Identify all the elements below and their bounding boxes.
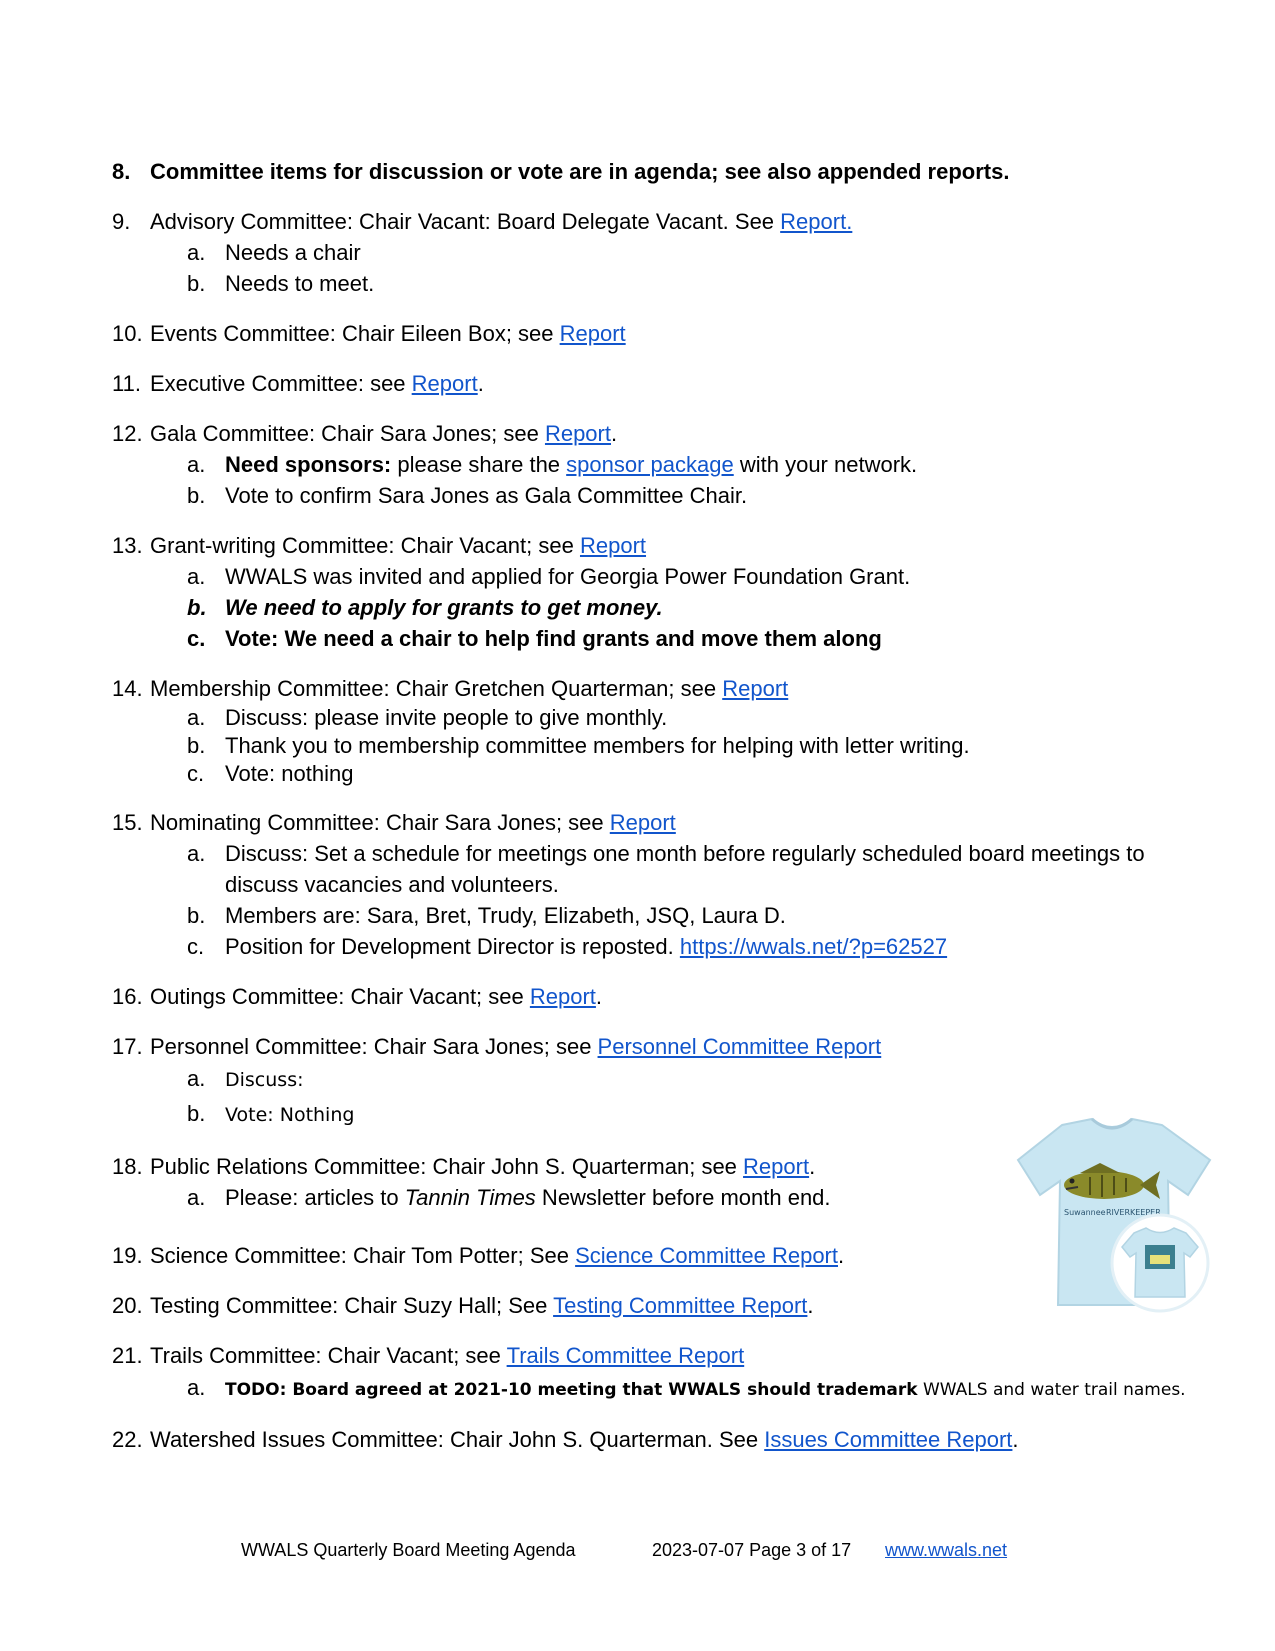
- sub-item: [112, 732, 1192, 760]
- item-text: Personnel Committee: Chair Sara Jones; see: [150, 1034, 598, 1059]
- item-number: 21.: [112, 1343, 143, 1368]
- item-text: Executive Committee: see: [150, 371, 412, 396]
- sub-item: [112, 237, 1192, 268]
- item-number: 8.: [112, 159, 131, 184]
- footer-title: WWALS Quarterly Board Meeting Agenda: [241, 1540, 576, 1560]
- sub-text: WWALS was invited and applied for Georgia Power Foundation Grant.: [225, 564, 911, 589]
- item-number: 17.: [112, 1034, 143, 1059]
- report-link[interactable]: Report: [609, 810, 676, 835]
- sub-letter: b.: [187, 733, 206, 758]
- sub-letter: b.: [187, 595, 207, 620]
- agenda-item-8: [112, 157, 1192, 187]
- sub-text: Discuss: Set a schedule for meetings one month before regularly scheduled board meetings to discuss vacancies and volunteers.: [225, 841, 1145, 897]
- item-text: Gala Committee: Chair Sara Jones; see: [150, 421, 545, 446]
- item-text: Nominating Committee: Chair Sara Jones; see: [150, 810, 610, 835]
- shirt-brand-line1: Suwannee: [1064, 1208, 1106, 1217]
- sub-text: Vote: Nothing: [225, 1104, 355, 1126]
- sub-bold-text: Need sponsors:: [225, 452, 392, 477]
- sub-text: Needs to meet.: [225, 271, 375, 296]
- sub-letter: a.: [187, 564, 206, 589]
- footer-date-page: 2023-07-07 Page 3 of 17: [652, 1540, 852, 1560]
- sub-text: Position for Development Director is reposted.: [225, 934, 680, 959]
- report-link[interactable]: Report: [579, 533, 647, 558]
- sub-text: Please: articles to: [225, 1185, 405, 1210]
- sub-text: Needs a chair: [225, 240, 361, 265]
- report-link[interactable]: Science Committee Report: [575, 1243, 838, 1268]
- agenda-item-11: [112, 369, 1192, 399]
- sub-item: [112, 838, 1192, 900]
- sub-text: Thank you to membership committee members for helping with letter writing.: [225, 733, 970, 758]
- agenda-item-10: [112, 319, 1192, 349]
- item-text: Events Committee: Chair Eileen Box; see: [150, 321, 560, 346]
- item-text: Membership Committee: Chair Gretchen Quarterman; see: [150, 676, 723, 701]
- sub-bold-text: TODO: Board agreed at 2021-10 meeting that WWALS should trademark: [225, 1380, 918, 1400]
- job-posting-link[interactable]: https://wwals.net/?p=62527: [679, 934, 948, 959]
- sub-text: We need to apply for grants to get money.: [225, 595, 663, 620]
- item-number: 10.: [112, 321, 143, 346]
- item-text: Committee items for discussion or vote are in agenda; see also appended reports.: [150, 159, 1010, 184]
- item-text: Advisory Committee: Chair Vacant: Board Delegate Vacant. See: [150, 209, 781, 234]
- item-number: 11.: [112, 371, 141, 396]
- report-link[interactable]: Report: [529, 984, 596, 1009]
- agenda-item-16: [112, 982, 1192, 1012]
- tshirt-image: [1000, 1115, 1225, 1315]
- item-text: Grant-writing Committee: Chair Vacant; see: [150, 533, 580, 558]
- item-text-after: .: [477, 371, 484, 396]
- item-text: Science Committee: Chair Tom Potter; See: [150, 1243, 576, 1268]
- sub-letter: a.: [187, 1185, 206, 1210]
- sub-text: Members are: Sara, Bret, Trudy, Elizabeth, JSQ, Laura D.: [225, 903, 786, 928]
- sub-letter: a.: [187, 1066, 206, 1091]
- report-link[interactable]: Report: [722, 676, 789, 701]
- agenda-item-21: [112, 1341, 1192, 1371]
- sub-item: [112, 900, 1192, 931]
- sub-item: [112, 1062, 1192, 1097]
- item-number: 13.: [112, 533, 143, 558]
- item-number: 15.: [112, 810, 143, 835]
- shirt-brand-line2: RIVERKEEPER: [1106, 1208, 1161, 1217]
- item-number: 22.: [112, 1427, 143, 1452]
- report-link[interactable]: Report: [544, 421, 611, 446]
- agenda-item-15: [112, 808, 1192, 838]
- item-text: Public Relations Committee: Chair John S. Quarterman; see: [150, 1154, 744, 1179]
- sub-letter: a.: [187, 841, 206, 866]
- item-text-after: .: [809, 1154, 816, 1179]
- sub-text-after: with your network.: [733, 452, 918, 477]
- newsletter-name: Tannin Times: [404, 1185, 536, 1210]
- item-number: 14.: [112, 676, 143, 701]
- sub-letter: b.: [187, 483, 206, 508]
- sub-text: Vote: nothing: [225, 761, 354, 786]
- sub-item: [112, 449, 1192, 480]
- item-text-after: .: [838, 1243, 845, 1268]
- sub-text: Vote to confirm Sara Jones as Gala Committee Chair.: [225, 483, 748, 508]
- item-text-after: .: [1012, 1427, 1019, 1452]
- footer-website-link[interactable]: www.wwals.net: [885, 1540, 1008, 1560]
- sub-item: [112, 623, 1192, 654]
- item-text-after: .: [595, 984, 603, 1009]
- sub-letter: c.: [187, 934, 205, 959]
- item-number: 16.: [112, 984, 143, 1009]
- report-link[interactable]: Report: [559, 321, 626, 346]
- sub-text: please share the: [391, 452, 567, 477]
- item-number: 20.: [112, 1293, 143, 1318]
- report-link[interactable]: Report: [743, 1154, 810, 1179]
- report-link[interactable]: Report.: [780, 209, 853, 234]
- item-number: 19.: [112, 1243, 143, 1268]
- item-text: Outings Committee: Chair Vacant; see: [150, 984, 530, 1009]
- agenda-item-14: [112, 674, 1192, 704]
- item-text: Testing Committee: Chair Suzy Hall; See: [150, 1293, 554, 1318]
- sub-text-after: Newsletter before month end.: [535, 1185, 831, 1210]
- item-text: Trails Committee: Chair Vacant; see: [150, 1343, 507, 1368]
- sub-item: [112, 268, 1192, 299]
- agenda-item-9: [112, 207, 1192, 237]
- sub-letter: a.: [187, 452, 206, 477]
- sub-letter: a.: [187, 240, 206, 265]
- sub-letter: c.: [187, 626, 206, 651]
- agenda-item-17: [112, 1032, 1192, 1062]
- item-text-after: .: [611, 421, 618, 446]
- sub-item: [112, 931, 1192, 962]
- sub-letter: b.: [187, 903, 206, 928]
- item-number: 9.: [112, 209, 131, 234]
- sub-letter: a.: [187, 705, 206, 730]
- item-text-after: .: [807, 1293, 814, 1318]
- agenda-item-22: [112, 1425, 1192, 1455]
- sub-letter: c.: [187, 761, 205, 786]
- report-link[interactable]: Issues Committee Report: [764, 1427, 1013, 1452]
- report-link[interactable]: Trails Committee Report: [506, 1343, 745, 1368]
- report-link[interactable]: Report: [411, 371, 478, 396]
- item-number: 18.: [112, 1154, 143, 1179]
- agenda-item-13: [112, 531, 1192, 561]
- sub-text: Vote: We need a chair to help find grants and move them along: [225, 626, 882, 651]
- sub-item: [112, 561, 1192, 592]
- report-link[interactable]: Testing Committee Report: [553, 1293, 808, 1318]
- sub-text: WWALS and water trail names.: [917, 1380, 1186, 1400]
- sub-item: [112, 1371, 1192, 1407]
- sub-letter: b.: [187, 1101, 206, 1126]
- item-text: Watershed Issues Committee: Chair John S. Quarterman. See: [150, 1427, 765, 1452]
- sub-letter: b.: [187, 271, 206, 296]
- sub-item: [112, 592, 1192, 623]
- sub-letter: a.: [187, 1375, 206, 1400]
- report-link[interactable]: Personnel Committee Report: [597, 1034, 882, 1059]
- agenda-item-12: [112, 419, 1192, 449]
- sub-text: Discuss: please invite people to give monthly.: [225, 705, 668, 730]
- sub-text: Discuss:: [225, 1069, 304, 1091]
- sponsor-package-link[interactable]: sponsor package: [566, 452, 734, 477]
- item-number: 12.: [112, 421, 143, 446]
- sub-item: [112, 760, 1192, 788]
- sub-item: [112, 480, 1192, 511]
- sub-item: [112, 704, 1192, 732]
